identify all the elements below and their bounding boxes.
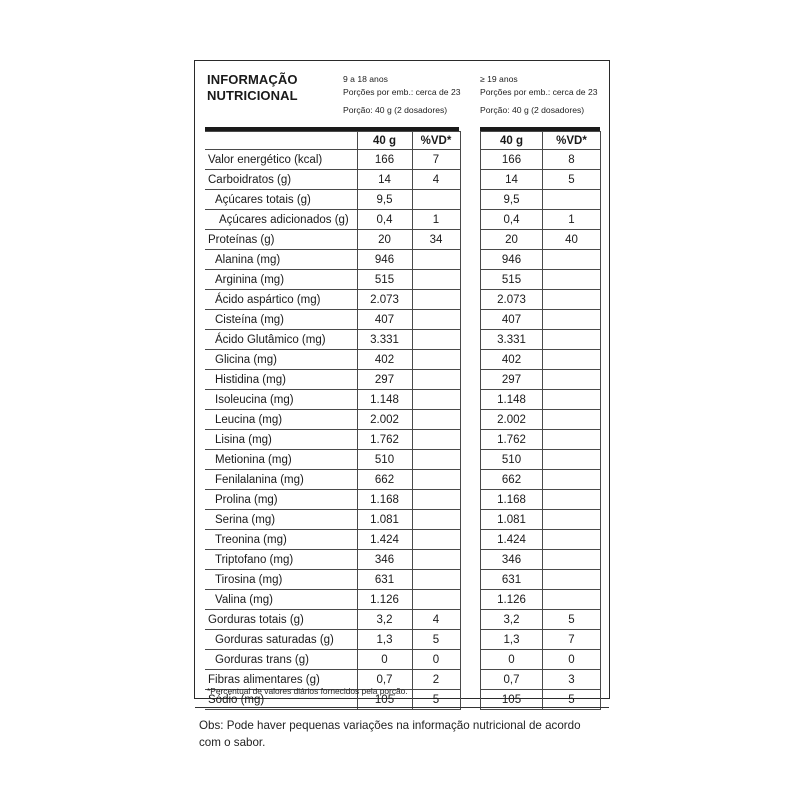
nutrient-dv: [543, 570, 601, 590]
nutrient-name: Ácido Glutâmico (mg): [205, 330, 357, 350]
table-row: [205, 530, 460, 550]
nutrient-amount: 2.073: [357, 290, 412, 310]
nutrient-dv: 0: [412, 650, 460, 670]
group-age: ≥ 19 anos: [480, 74, 518, 84]
nutrient-name: Carboidratos (g): [205, 170, 357, 190]
nutrient-dv: 5: [412, 630, 460, 650]
nutrient-amount: 407: [357, 310, 412, 330]
table-row: [481, 470, 601, 490]
nutrient-amount: 297: [357, 370, 412, 390]
nutrient-dv: [543, 310, 601, 330]
nutrient-dv: [412, 250, 460, 270]
table-row: [205, 370, 460, 390]
nutrient-amount: 1.762: [481, 430, 543, 450]
table-row: [481, 290, 601, 310]
table-row: [481, 370, 601, 390]
table-row: [205, 230, 460, 250]
nutrient-amount: 3.331: [357, 330, 412, 350]
header-dv: %VD*: [543, 132, 601, 150]
group-portions: Porções por emb.: cerca de 23: [480, 87, 598, 97]
nutrient-name: Leucina (mg): [205, 410, 357, 430]
nutrient-name: Cisteína (mg): [205, 310, 357, 330]
nutrient-amount: 510: [357, 450, 412, 470]
footnote: *Percentual de valores diários fornecidos pela porção.: [207, 686, 408, 696]
group-serving: Porção: 40 g (2 dosadores): [343, 105, 448, 115]
nutrient-amount: 1.081: [481, 510, 543, 530]
nutrient-name: Lisina (mg): [205, 430, 357, 450]
table-row: [481, 410, 601, 430]
nutrient-name: Tirosina (mg): [205, 570, 357, 590]
nutrient-name: Gorduras totais (g): [205, 610, 357, 630]
nutrient-dv: 5: [543, 170, 601, 190]
header-amount: 40 g: [481, 132, 543, 150]
nutrition-label: [194, 60, 610, 749]
table-row: [205, 470, 460, 490]
table-row: [481, 250, 601, 270]
nutrient-amount: 1.424: [481, 530, 543, 550]
nutrient-name: Fenilalanina (mg): [205, 470, 357, 490]
nutrient-dv: [412, 290, 460, 310]
nutrient-amount: 515: [481, 270, 543, 290]
table-row: [205, 490, 460, 510]
nutrient-dv: [543, 430, 601, 450]
table-row: [205, 630, 460, 650]
nutrient-dv: [543, 350, 601, 370]
nutrient-amount: 1.148: [481, 390, 543, 410]
nutrient-amount: 946: [481, 250, 543, 270]
nutrient-dv: 8: [543, 150, 601, 170]
nutrient-amount: 105: [357, 690, 412, 710]
nutrient-dv: [412, 330, 460, 350]
nutrient-amount: 515: [357, 270, 412, 290]
nutrient-name: Gorduras saturadas (g): [205, 630, 357, 650]
table-row: [205, 450, 460, 470]
nutrient-dv: 5: [543, 610, 601, 630]
table-row: [205, 250, 460, 270]
table-row: [481, 630, 601, 650]
nutrient-name: Triptofano (mg): [205, 550, 357, 570]
table-row: [481, 450, 601, 470]
nutrient-amount: 510: [481, 450, 543, 470]
nutrient-amount: 1.168: [357, 490, 412, 510]
nutrient-dv: [543, 390, 601, 410]
nutrient-amount: 946: [357, 250, 412, 270]
nutrient-dv: [412, 490, 460, 510]
nutrient-name: Proteínas (g): [205, 230, 357, 250]
nutrient-dv: 4: [412, 170, 460, 190]
table-row: [481, 550, 601, 570]
table-row: [205, 170, 460, 190]
table-row: [481, 310, 601, 330]
nutrient-name: Treonina (mg): [205, 530, 357, 550]
nutrient-amount: 346: [357, 550, 412, 570]
nutrient-name: Valina (mg): [205, 590, 357, 610]
nutrient-dv: [543, 250, 601, 270]
nutrition-table-9-18: [205, 131, 461, 710]
nutrient-name: Açúcares adicionados (g): [205, 210, 357, 230]
nutrient-dv: [543, 450, 601, 470]
table-row: [205, 290, 460, 310]
nutrient-amount: 105: [481, 690, 543, 710]
nutrient-dv: 2: [412, 670, 460, 690]
nutrient-dv: 7: [543, 630, 601, 650]
nutrient-name: Histidina (mg): [205, 370, 357, 390]
nutrient-name: Arginina (mg): [205, 270, 357, 290]
nutrient-amount: 0,4: [481, 210, 543, 230]
nutrient-dv: [412, 550, 460, 570]
nutrient-amount: 662: [357, 470, 412, 490]
nutrient-dv: [543, 190, 601, 210]
nutrient-amount: 402: [357, 350, 412, 370]
nutrient-dv: [543, 370, 601, 390]
nutrient-amount: 1.081: [357, 510, 412, 530]
table-row: [481, 570, 601, 590]
nutrient-dv: 5: [543, 690, 601, 710]
nutrient-name: Alanina (mg): [205, 250, 357, 270]
table-row: [205, 430, 460, 450]
nutrient-name: Ácido aspártico (mg): [205, 290, 357, 310]
nutrient-name: Serina (mg): [205, 510, 357, 530]
nutrient-dv: 5: [412, 690, 460, 710]
nutrient-dv: [543, 510, 601, 530]
nutrient-dv: [412, 270, 460, 290]
nutrient-name: Metionina (mg): [205, 450, 357, 470]
label-title: [207, 72, 298, 104]
table-row: [481, 330, 601, 350]
header-blank: [205, 132, 357, 150]
nutrient-dv: [412, 410, 460, 430]
title-line-1: INFORMAÇÃO: [207, 72, 298, 87]
nutrient-dv: 7: [412, 150, 460, 170]
group-portions: Porções por emb.: cerca de 23: [343, 87, 461, 97]
nutrient-dv: [543, 550, 601, 570]
nutrient-amount: 0,7: [357, 670, 412, 690]
nutrient-dv: [412, 430, 460, 450]
nutrient-name: Gorduras trans (g): [205, 650, 357, 670]
nutrition-table-19-plus: [480, 131, 601, 710]
nutrient-dv: [412, 390, 460, 410]
table-row: [481, 610, 601, 630]
table-row: [481, 230, 601, 250]
table-row: [205, 610, 460, 630]
nutrient-amount: 402: [481, 350, 543, 370]
nutrient-dv: [412, 570, 460, 590]
nutrient-dv: [543, 330, 601, 350]
nutrient-dv: [412, 350, 460, 370]
nutrient-amount: 20: [481, 230, 543, 250]
nutrient-amount: 407: [481, 310, 543, 330]
table-row: [481, 670, 601, 690]
table-row: [481, 350, 601, 370]
table-row: [205, 350, 460, 370]
nutrient-amount: 297: [481, 370, 543, 390]
nutrient-amount: 2.002: [481, 410, 543, 430]
table-header-row: [205, 132, 460, 150]
nutrient-amount: 662: [481, 470, 543, 490]
group-header-9-18: [343, 73, 461, 117]
nutrient-amount: 3,2: [357, 610, 412, 630]
table-row: [481, 430, 601, 450]
nutrient-dv: 4: [412, 610, 460, 630]
nutrient-dv: [412, 450, 460, 470]
nutrient-dv: [412, 310, 460, 330]
table-row: [481, 650, 601, 670]
nutrient-name: Açúcares totais (g): [205, 190, 357, 210]
nutrient-amount: 0,7: [481, 670, 543, 690]
table-row: [205, 590, 460, 610]
nutrient-amount: 0,4: [357, 210, 412, 230]
nutrient-dv: 34: [412, 230, 460, 250]
nutrient-amount: 346: [481, 550, 543, 570]
table-row: [481, 210, 601, 230]
group-age: 9 a 18 anos: [343, 74, 388, 84]
nutrient-dv: 40: [543, 230, 601, 250]
table-row: [205, 410, 460, 430]
table-row: [205, 570, 460, 590]
table-row: [205, 270, 460, 290]
nutrient-dv: [543, 270, 601, 290]
nutrient-dv: [412, 530, 460, 550]
nutrient-dv: [412, 370, 460, 390]
nutrient-name: Valor energético (kcal): [205, 150, 357, 170]
table-row: [481, 590, 601, 610]
nutrient-amount: 1.126: [481, 590, 543, 610]
nutrient-dv: [543, 590, 601, 610]
nutrient-amount: 166: [481, 150, 543, 170]
nutrient-dv: 1: [412, 210, 460, 230]
nutrient-amount: 1.148: [357, 390, 412, 410]
nutrient-amount: 3.331: [481, 330, 543, 350]
nutrient-name: Prolina (mg): [205, 490, 357, 510]
nutrient-amount: 14: [481, 170, 543, 190]
nutrient-dv: [412, 190, 460, 210]
table-row: [205, 550, 460, 570]
nutrient-amount: 3,2: [481, 610, 543, 630]
nutrient-amount: 2.002: [357, 410, 412, 430]
group-header-19-plus: [480, 73, 598, 117]
table-row: [481, 150, 601, 170]
table-row: [481, 190, 601, 210]
table-row: [205, 390, 460, 410]
nutrient-amount: 1,3: [481, 630, 543, 650]
nutrient-amount: 0: [481, 650, 543, 670]
group-serving: Porção: 40 g (2 dosadores): [480, 105, 585, 115]
nutrient-dv: 0: [543, 650, 601, 670]
table-row: [481, 270, 601, 290]
table-row: [205, 310, 460, 330]
nutrient-amount: 1,3: [357, 630, 412, 650]
nutrient-name: Isoleucina (mg): [205, 390, 357, 410]
nutrient-amount: 1.168: [481, 490, 543, 510]
table-row: [481, 490, 601, 510]
nutrient-amount: 2.073: [481, 290, 543, 310]
nutrient-dv: 3: [543, 670, 601, 690]
table-row: [205, 190, 460, 210]
nutrient-amount: 1.126: [357, 590, 412, 610]
table-row: [205, 510, 460, 530]
nutrient-dv: 1: [543, 210, 601, 230]
nutrient-dv: [543, 530, 601, 550]
table-row: [481, 390, 601, 410]
nutrient-dv: [412, 510, 460, 530]
nutrient-name: Sódio (mg): [205, 690, 357, 710]
nutrient-amount: 631: [357, 570, 412, 590]
table-row: [481, 170, 601, 190]
nutrient-dv: [543, 470, 601, 490]
nutrient-amount: 0: [357, 650, 412, 670]
table-header-row: [481, 132, 601, 150]
nutrient-dv: [412, 470, 460, 490]
header-amount: 40 g: [357, 132, 412, 150]
nutrient-amount: 14: [357, 170, 412, 190]
nutrient-amount: 631: [481, 570, 543, 590]
header-dv: %VD*: [412, 132, 460, 150]
table-row: [481, 510, 601, 530]
nutrient-dv: [543, 490, 601, 510]
table-row: [205, 330, 460, 350]
nutrient-amount: 166: [357, 150, 412, 170]
table-row: [205, 650, 460, 670]
obs-divider: [195, 707, 609, 708]
title-line-2: NUTRICIONAL: [207, 88, 298, 103]
nutrient-dv: [543, 410, 601, 430]
table-row: [481, 530, 601, 550]
nutrient-amount: 9,5: [481, 190, 543, 210]
nutrient-amount: 1.762: [357, 430, 412, 450]
table-row: [205, 210, 460, 230]
nutrient-dv: [412, 590, 460, 610]
nutrient-amount: 20: [357, 230, 412, 250]
nutrient-name: Glicina (mg): [205, 350, 357, 370]
nutrient-dv: [543, 290, 601, 310]
nutrient-amount: 9,5: [357, 190, 412, 210]
obs-note: Obs: Pode haver pequenas variações na informação nutricional de acordo com o sabor.: [199, 719, 581, 749]
nutrient-amount: 1.424: [357, 530, 412, 550]
table-row: [205, 150, 460, 170]
nutrient-name: Fibras alimentares (g): [205, 670, 357, 690]
